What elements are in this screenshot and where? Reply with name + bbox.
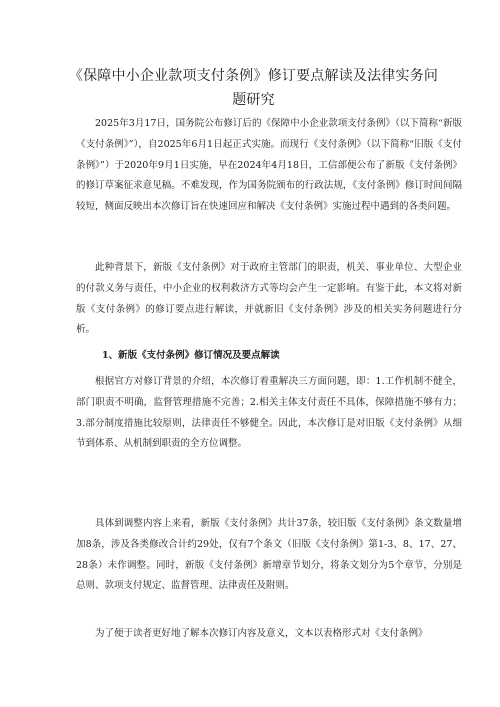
section-paragraph-2: 具体到调整内容上来看，新版《支付条例》共计37条，较旧版《支付条例》条文数量增加8条，涉及各类修改合计约29处，仅有7个条文（旧版《支付条例》第1-3、8、17、27、28条）未作调整。同时，新版《支付条例》新增章节划分，将条文划分为5个章节，分别是总则、款项支付规定、监督管理、法律责任及附则。 bbox=[76, 518, 462, 592]
section-paragraph-3: 为了便于读者更好地了解本次修订内容及意义，文本以表格形式对《支付条例》 bbox=[95, 628, 428, 639]
document-title: 《保障中小企业款项支付条例》修订要点解读及法律实务问题研究 bbox=[68, 68, 439, 108]
paragraph-2: 此种背景下，新版《支付条例》对于政府主管部门的职责，机关、事业单位、大型企业的付款义务与责任，中小企业的权利救济方式等均会产生一定影响。有鉴于此，本文将对新版《支付条例》的修订要点进行解读，并就新旧《支付条例》涉及的相关实务问题进行分析。 bbox=[76, 262, 462, 336]
paragraph-1: 2025年3月17日，国务院公布修订后的《保障中小企业款项支付条例》（以下简称“新版《支付条例》”），自2025年6月1日起正式实施。而现行《支付条例》（以下简称“旧版《支付条例》”）于2020年9月1日实施，早在2024年4月18日，工信部便公布了新版《支付条例》的修订草案征求意见稿。不难发现，作为国务院颁布的行政法规，《支付条例》修订时间间隔较短，侧面反映出本次修订旨在快速回应和解决《支付条例》实施过程中遇到的各类问题。 bbox=[76, 118, 462, 213]
section-heading: 1、新版《支付条例》修订情况及要点解读 bbox=[102, 350, 280, 361]
section-paragraph-1: 根据官方对修订背景的介绍，本次修订着重解决三方面问题，即：1.工作机制不健全，部门职责不明确，监督管理措施不完善；2.相关主体支付责任不具体，保障措施不够有力；3.部分制度措施比较原则，法律责任不够健全。因此，本次修订是对旧版《支付条例》从细节到体系、从机制到职责的全方位调整。 bbox=[76, 376, 462, 450]
